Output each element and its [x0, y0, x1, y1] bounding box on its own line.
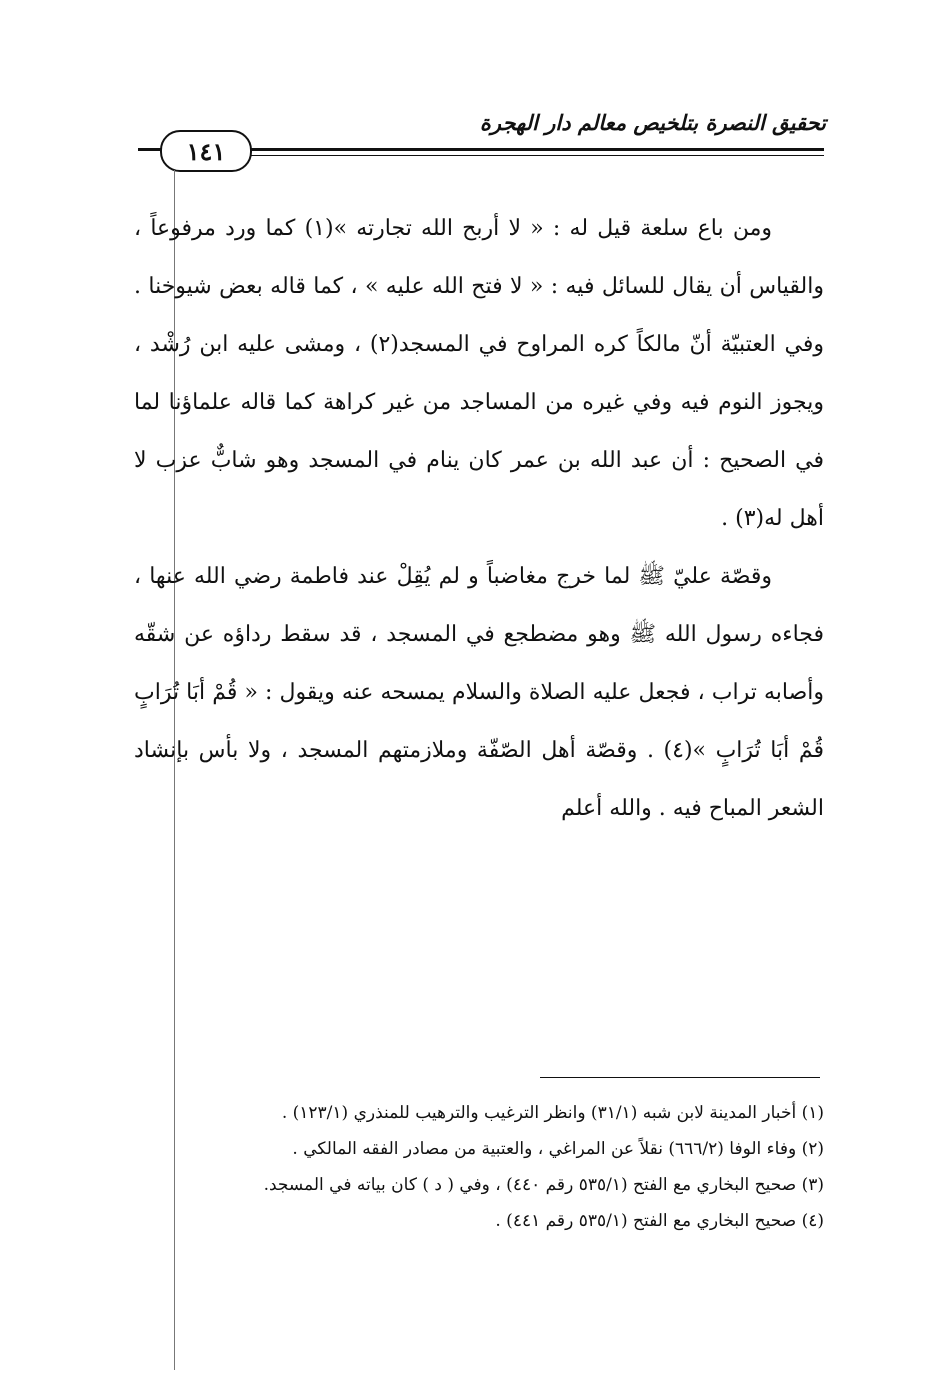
running-header-title: تحقيق النصرة بتلخيص معالم دار الهجرة — [479, 110, 826, 135]
page-number-ornament — [138, 148, 162, 151]
header-rule-thick — [245, 148, 824, 151]
footnote-separator — [540, 1077, 820, 1078]
page-number: ١٤١ — [160, 130, 252, 172]
footnote-3: (٣) صحيح البخاري مع الفتح (٥٣٥/١ رقم ٤٤٠) ، وفي ( د ) كان بياته في المسجد. — [263, 1175, 824, 1195]
main-text — [134, 200, 824, 838]
paragraph: وقصّة عليّ ﷺ لما خرج مغاضباً و لم يُقِلْ عند فاطمة رضي الله عنها ، فجاءه رسول الله ﷺ وهو مضطجع في المسجد ، قد سقط رداؤه عن شقّه وأصابه تراب ، فجعل عليه الصلاة والسلام يمسحه عنه ويقول : « قُمْ أبَا تُرَابٍ قُمْ أبَا تُرَابٍ »(٤) . وقصّة أهل الصّفّة وملازمتهم المسجد ، ولا بأس بإنشاد الشعر المباح فيه . والله أعلم — [134, 564, 824, 821]
footnote-2: (٢) وفاء الوفا (٦٦٦/٢) نقلاً عن المراغي ، والعتبية من مصادر الفقه المالكي . — [292, 1139, 824, 1159]
footnote-4: (٤) صحيح البخاري مع الفتح (٥٣٥/١ رقم ٤٤١) . — [495, 1211, 824, 1231]
header-rule-thin — [245, 155, 824, 156]
footnote-1: (١) أخبار المدينة لابن شبه (٣١/١) وانظر الترغيب والترهيب للمنذري (١٢٣/١) . — [281, 1103, 824, 1123]
paragraph: ومن باع سلعة قيل له : « لا أربح الله تجارته »(١) كما ورد مرفوعاً ، والقياس أن يقال للسائل فيه : « لا فتح الله عليه » ، كما قاله بعض شيوخنا . وفي العتبيّة أنّ مالكاً كره المراوح في المسجد(٢) ، ومشى عليه ابن رُشْد ، ويجوز النوم فيه وفي غيره من المساجد من غير كراهة كما قاله علماؤنا لما في الصحيح : أن عبد الله بن عمر كان ينام في المسجد وهو شابٌّ عزب لا أهل له(٣) . — [134, 216, 825, 531]
footnotes — [134, 1095, 824, 1239]
